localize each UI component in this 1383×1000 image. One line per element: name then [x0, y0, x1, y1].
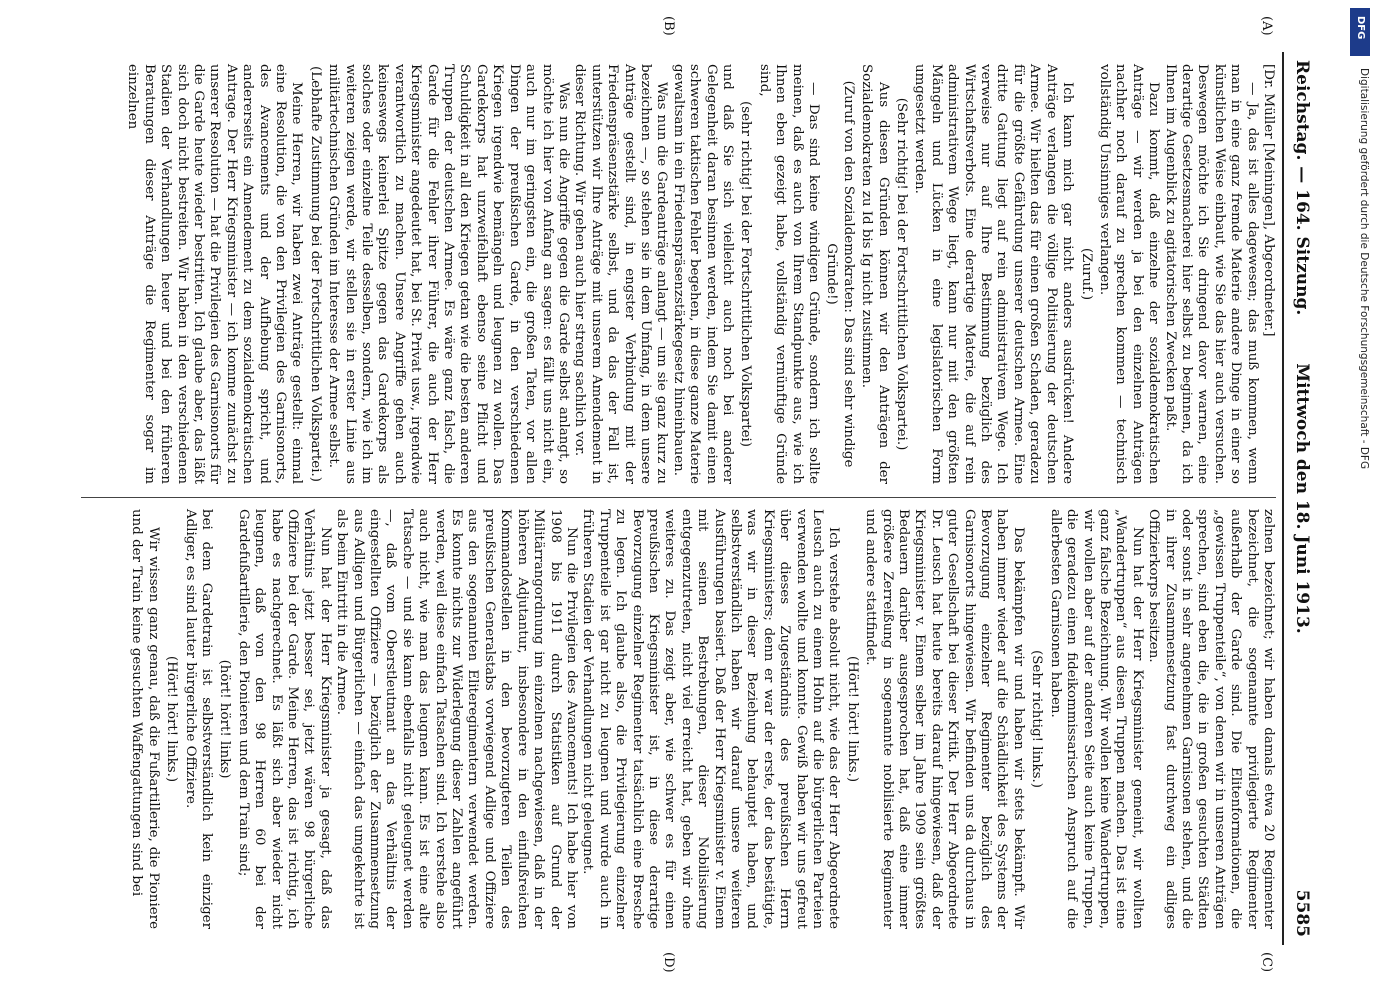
margin-mark-c: (C) — [1259, 952, 1274, 973]
rotated-page — [67, 16, 1322, 973]
right-column — [128, 509, 1276, 929]
paragraph: zelnen bezeichnet; wir haben damals etwa 20 Regimenter bezeichnet, die sogenannte privilegierte Regimenter außerhalb der Garde sind. Die Elitenformationen, die „gewissen Truppenteile“, von denen wir in unseren Anträgen sprechen, sind eben die, die in großen gesuchten Städten oder sonst in sehr angenehmen Garnisonen stehen, und die in ihrer Zusammensetzung fast durchweg ein adliges Offizierkorps besitzen. — [1146, 509, 1276, 929]
paragraph: Nun die Privilegien des Avancements! Ich habe hier von 1908 bis 1911 durch Statistiken auf Grund der Militärrangordnung im einzelnen nachgewiesen, daß in der höheren Adjutantur, insbesondere in den einflußreichen Kommandostellen in den bevorzugteren Teilen des preußischen Generalstabs vorwiegend Adlige und Offiziere aus den sogenannten Eliteregimentern verwendet werden. Es konnte nichts zur Widerlegung dieser Zahlen angeführt werden, weil diese einfach Tatsachen sind. Ich verstehe also auch nicht, wie man das leugnen kann. Es ist eine alte Tatsache — und sie kann ebenfalls nicht geleugnet werden —, daß vom Oberstleutnant an das Verhältnis der eingestellten Offiziere — bezüglich der Zusammensetzung aus Adligen und Bürgerlichen — einfach das umgekehrte ist als beim Eintritt in die Armee. — [334, 509, 579, 929]
paragraph: Ich verstehe absolut nicht, wie das der Herr Abgeordnete Leusch auch zu einem Hohn auf die bürgerlichen Parteien verwenden wollte und konnte. Gewiß haben wir uns gefreut über dieses Zugeständnis des preußischen Herrn Kriegsministers; denn er war der erste, der das bestätigte, was wir in dieser Beziehung behauptet haben, und selbstverständlich haben wir darauf unsere weiteren Ausführungen basiert. Daß der Herr Kriegsminister v. Einem mit seinen Bestrebungen, dieser Nobilisierung entgegenzutreten, nicht viel erreicht hat, geben wir ohne weiteres zu. Das zeigt aber, wie schwer es für einen preußischen Kriegsminister ist, in diese derartige Bevorzugung einzelner Regimenter tatsächlich eine Bresche zu legen. Ich glaube also, die Privilegierung einzelner Truppenteile ist gar nicht zu leugnen und wurde auch in früheren Stadien der Verhandlungen nicht geleugnet. — [580, 509, 842, 929]
page-header — [1282, 52, 1322, 945]
header-session: Reichstag. — 164. Sitzung. — [1292, 60, 1312, 316]
margin-mark-b: (B) — [661, 16, 676, 36]
margin-mark-a: (A) — [1259, 16, 1274, 36]
page-number: 5585 — [1292, 889, 1312, 937]
header-date: Mittwoch den 18. Juni 1913. — [1292, 363, 1312, 634]
paragraph: — Das sind keine windigen Gründe, sondern ich sollte meinen, daß es auch von Ihrem Standpunkte aus, wie ich Ihnen eben gezeigt habe, vollständig vernünftige Gründe sind, — [756, 64, 822, 484]
left-column — [124, 64, 1276, 484]
paragraph: — Ja, das ist alles dagewesen; das muß kommen, wenn man in eine ganz fremde Materie andere Dinge in einer so künstlichen Weise einbaut, wie Sie das hier auch versuchen. Deswegen möchte ich Sie dringend davor warnen, eine derartige Gesetzesmacherei hier selbst zu beginnen, da ich Ihnen im Augenblick zu agitatorischen Zwecken paßt. — [1162, 64, 1260, 484]
interjection: (sehr richtig! bei der Fortschrittlichen Volkspartei) — [738, 100, 754, 448]
paragraph: und daß Sie sich vielleicht auch noch bei anderer Gelegenheit daran besinnen werden, indem Sie damit einen schweren taktischen Fehler begehen, in diese ganze Materie gewaltsam in ein Friedenspräsenzstärkegesetz hineinbauen. — [670, 64, 735, 484]
paragraph: Meine Herren, wir haben zwei Anträge gestellt: einmal eine Resolution, die von den Privilegien des Garnisonorts, des Avancements und der Aufhebung spricht, und andererseits ein Amendement zu dem sozialdemokratischen Antrage. Der Herr Kriegsminister — ich komme zunächst zu unserer Resolution — hat die Privilegien des Garnisonorts für die Garde heute wieder bestritten. Ich glaube aber, das läßt sich doch nicht bestreiten. Wir haben in den verschiedenen Stadien der Verhandlungen heuer und bei den früheren Beratungen dieser Anträge die Regimenter sogar im einzelnen — [125, 64, 305, 484]
paragraph: Aus diesen Gründen können wir den Anträgen der Sozialdemokraten zu Id bis Ig nicht zustimmen. — [859, 64, 891, 484]
interjection: (Sehr richtig! bei der Fortschrittlichen Volkspartei.) — [894, 97, 910, 451]
interjection: (Sehr richtig! links.) — [1029, 650, 1045, 788]
interjection: (hört! hört! links) — [217, 659, 233, 779]
paragraph: bei dem Gardetrain ist selbstverständlich kein einziger Adliger, es sind lauter bürgerliche Offiziere. — [182, 509, 214, 929]
paragraph: Ich kann mich gar nicht anders ausdrücken! Andere Anträge verlangen die völlige Politisierung der deutschen Armee. Wir hielten das für einen großen Schaden, geradezu für die größte Gefährdung unserer deutschen Armee. Eine dritte Gattung liegt auf rein administrativem Wege. Ich verweise nur auf Ihre Bestimmung bezüglich des Wirtschaftsverbots. Eine derartige Materie, die auf rein administrativem Wege liegt, kann nur mit den größten Mängeln und Lücken in eine legislatorischen Form umgesetzt werden. — [912, 64, 1076, 484]
interjection: (Hört! hört! links.) — [164, 655, 180, 783]
paragraph: Nun hat der Herr Kriegsminister ja gesagt, daß das Verhältnis jetzt besser sei, jetzt wären 98 bürgerliche Offiziere bei der Garde. Meine Herren, das ist richtig, ich habe es nachgerechnet. Es läßt sich aber wieder nicht leugnen, daß von den 98 Herren 60 bei der Gardefußartillerie, den Pionieren und dem Train sind; — [235, 509, 333, 929]
paragraph: Dazu kommt, daß einzelne der sozialdemokratischen Anträge — wir werden ja bei den einzelnen Anträgen nachher noch darauf zu sprechen kommen — technisch vollständig Unsinniges verlangen. — [1096, 64, 1162, 484]
digitization-credit — [1350, 8, 1372, 992]
interjection: (Lebhafte Zustimmung bei der Fortschrittlichen Volkspartei.) — [307, 66, 323, 482]
dfg-logo: DFG — [1350, 8, 1370, 56]
credit-text: Digitalisierung gefördert durch die Deutsche Forschungsgemeinschaft - DFG — [1358, 68, 1370, 470]
paragraph: Das bekämpfen wir und haben wir stets bekämpft. Wir haben immer wieder auf die Schädlichkeit des Systems der Bevorzugung einzelner Regimenter bezüglich des Garnisonorts hingewiesen. Wir befinden uns da durchaus in guter Gesellschaft bei dieser Kritik. Der Herr Abgeordnete Dr. Leusch hat heute bereits darauf hingewiesen, daß der Kriegsminister v. Einem selber im Jahre 1909 sein größtes Bedauern darüber ausgesprochen hat, daß eine immer größere Zerreißung in sogenannte nobilisierte Regimenter und andere stattfindet. — [863, 509, 1026, 929]
paragraph: [Dr. Müller [Meiningen], Abgeordneter.] — [1261, 64, 1276, 337]
paragraph: Was nun die Angriffe gegen die Garde selbst anlangt, so möchte ich hier von Anfang an sagen: es fällt uns nicht ein, auch nur im geringsten ein, die großen Taten, vor allen Dingen der preußischen Garde, in den verschiedenen Kriegen irgendwie bemängeln und leugnen zu wollen. Das Gardekorps hat unzweifelhaft ebenso seine Pflicht und Schuldigkeit in all den Kriegen getan wie die besten anderen Truppen der deutschen Armee. Es wäre ganz falsch, die Garde für die Fehler ihrer Führer, die auch der Herr Kriegsminister angedeutet hat, bei St. Privat usw., irgendwie verantwortlich zu machen. Unsere Angriffe gehen auch keineswegs keinerlei Spitze gegen das Gardekorps als solches oder einzelne Teile desselben, sondern, wie ich im weiteren zeigen werde, wir stellen sie in erster Linie aus militärtechnischen Gründen im Interesse der Armee selbst. — [326, 64, 571, 484]
paragraph: Was nun die Gardeanträge anlangt — um sie ganz kurz zu bezeichnen —, so stehen sie in dem Umfang, in dem unsere Anträge gestellt sind, in engster Verbindung mit der Friedenspräsenzstärke selbst, und da das der Fall ist, unterstützen wir Ihre Anträge mit unserem Amendement in dieser Richtung. Wir gehen auch hier streng sachlich vor. — [572, 64, 670, 484]
interjection: (Zuruf.) — [1078, 247, 1094, 301]
interjection: (Zuruf von den Sozialdemokraten: Das sind sehr windige Gründe!) — [824, 80, 856, 468]
paragraph: Nun hat der Herr Kriegsminister gemeint, wir wollten „Wandertruppen“ aus diesen Truppen machen. Das ist eine ganz falsche Bezeichnung. Wir wollen keine Wandertruppen, wir wollen aber auf der anderen Seite auch keine Truppen, die geradezu einen fideikommissarischen Anspruch auf die allerbesten Garnisonen haben. — [1047, 509, 1145, 929]
interjection: (Hört! hört! links.) — [844, 655, 860, 783]
paragraph: Wir wissen ganz genau, daß die Fußartillerie, die Pioniere und der Train keine gesuchten Waffengattungen sind bei — [129, 509, 161, 929]
column-divider — [81, 497, 1276, 498]
margin-mark-d: (D) — [661, 952, 676, 973]
header-rule — [1282, 52, 1284, 945]
